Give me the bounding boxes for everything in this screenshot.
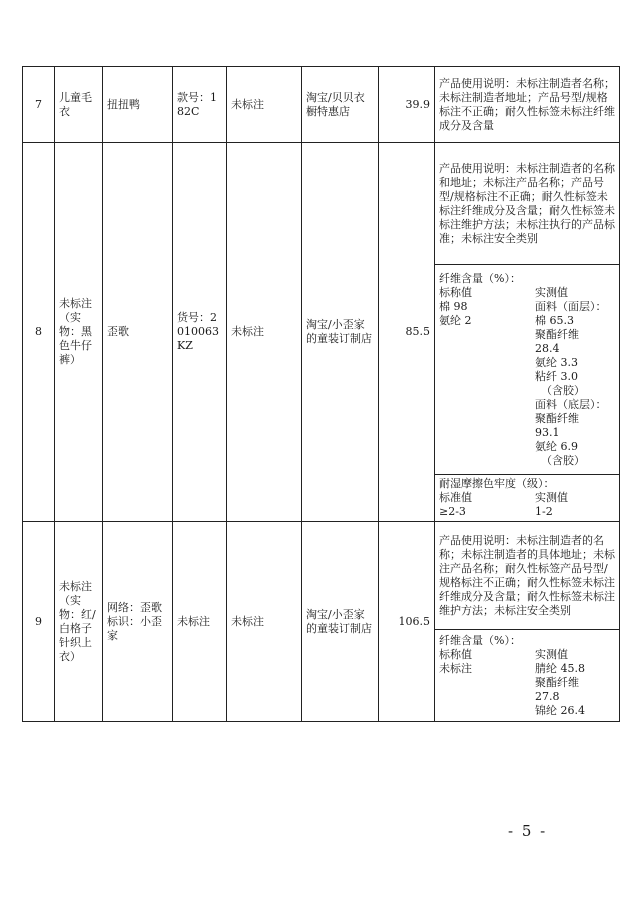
brand: 歪歌 [103,143,173,522]
fiber-measured-value: （含胶） [541,453,585,467]
table-row [23,67,620,143]
fiber-measured-header: 实测值 [535,647,568,661]
fiber-nominal-value: 棉 98 [439,299,468,313]
model-spec: 未标注 [173,522,227,722]
row-number: 8 [23,143,55,522]
rub-nominal-header: 标准值 [439,491,472,504]
model-spec: 款号：182C [173,67,227,143]
shop-name: 淘宝/小歪家的童装订制店 [302,522,379,722]
inspection-results-table [22,66,620,722]
rub-measured-header: 实测值 [535,491,568,504]
usage-label-issues: 产品使用说明：未标注制造者的名称和地址；未标注产品名称；产品号型/规格标注不正确；耐久性标签未标注纤维成分及含量；耐久性标签未标注维护方法；未标注执行的产品标准；未标注安全类别 [439,161,615,245]
fiber-content-cell [435,265,620,475]
fiber-content-title: 纤维含量（%）： [439,633,521,647]
manufacturer: 未标注 [227,143,302,522]
fiber-measured-value: 93.1 [535,425,560,439]
fiber-measured-value: 聚酯纤维 [535,411,579,425]
brand: 扭扭鸭 [103,67,173,143]
usage-label-issues: 产品使用说明：未标注制造者的名称；未标注制造者的具体地址；未标注产品名称；耐久性标签产品号型/规格标注不正确；耐久性标签未标注纤维成分及含量；耐久性标签未标注维护方法；未标注安全类别 [439,533,615,617]
usage-label-issues-cell [435,143,620,265]
fiber-measured-value: 腈纶 45.8 [535,661,585,675]
fiber-content-title: 纤维含量（%）： [439,271,521,285]
price: 106.5 [379,522,435,722]
rub-fastness-cell [435,475,620,522]
shop-name: 淘宝/小歪家的童装订制店 [302,143,379,522]
price: 85.5 [379,143,435,522]
fiber-measured-value: 氨纶 6.9 [535,439,578,453]
fiber-measured-value: 28.4 [535,341,560,355]
fiber-nominal-value: 氨纶 2 [439,313,472,327]
fiber-measured-value: 聚酯纤维 [535,327,579,341]
row-number: 9 [23,522,55,722]
fiber-measured-value: 氨纶 3.3 [535,355,578,369]
fiber-measured-value: 锦纶 26.4 [535,703,585,717]
fiber-nominal-header: 标称值 [439,647,472,661]
table-row [23,522,620,630]
fiber-measured-value: （含胶） [541,383,585,397]
usage-label-issues: 产品使用说明：未标注制造者名称；未标注制造者地址；产品号型/规格标注不正确；耐久性标签未标注纤维成分及含量 [439,76,615,132]
row-number: 7 [23,67,55,143]
manufacturer: 未标注 [227,67,302,143]
fiber-nominal-value: 未标注 [439,661,472,675]
fiber-content-cell [435,630,620,722]
usage-label-issues-cell [435,522,620,630]
fiber-measured-header: 实测值 [535,285,568,299]
fiber-measured-value: 棉 65.3 [535,313,574,327]
fiber-nominal-header: 标称值 [439,285,472,299]
product-name: 未标注（实物：黑色牛仔裤） [55,143,103,522]
rub-fastness-title: 耐湿摩擦色牢度（级）： [439,477,555,490]
fiber-measured-value: 27.8 [535,689,560,703]
fiber-measured-value: 面料（底层）： [535,397,607,411]
rub-measured-value: 1-2 [535,505,553,518]
shop-name: 淘宝/贝贝衣橱特惠店 [302,67,379,143]
product-name: 未标注（实物：红/白格子针织上衣） [55,522,103,722]
fiber-measured-value: 面料（面层）： [535,299,607,313]
nonconformity-items [435,67,620,143]
fiber-measured-value: 粘纤 3.0 [535,369,578,383]
model-spec: 货号：2010063KZ [173,143,227,522]
manufacturer: 未标注 [227,522,302,722]
table-row [23,143,620,265]
brand: 网络：歪歌 标识：小歪家 [103,522,173,722]
rub-nominal-value: ≥2-3 [439,505,466,518]
page-number: - 5 - [508,822,548,840]
fiber-measured-value: 聚酯纤维 [535,675,579,689]
price: 39.9 [379,67,435,143]
product-name: 儿童毛衣 [55,67,103,143]
